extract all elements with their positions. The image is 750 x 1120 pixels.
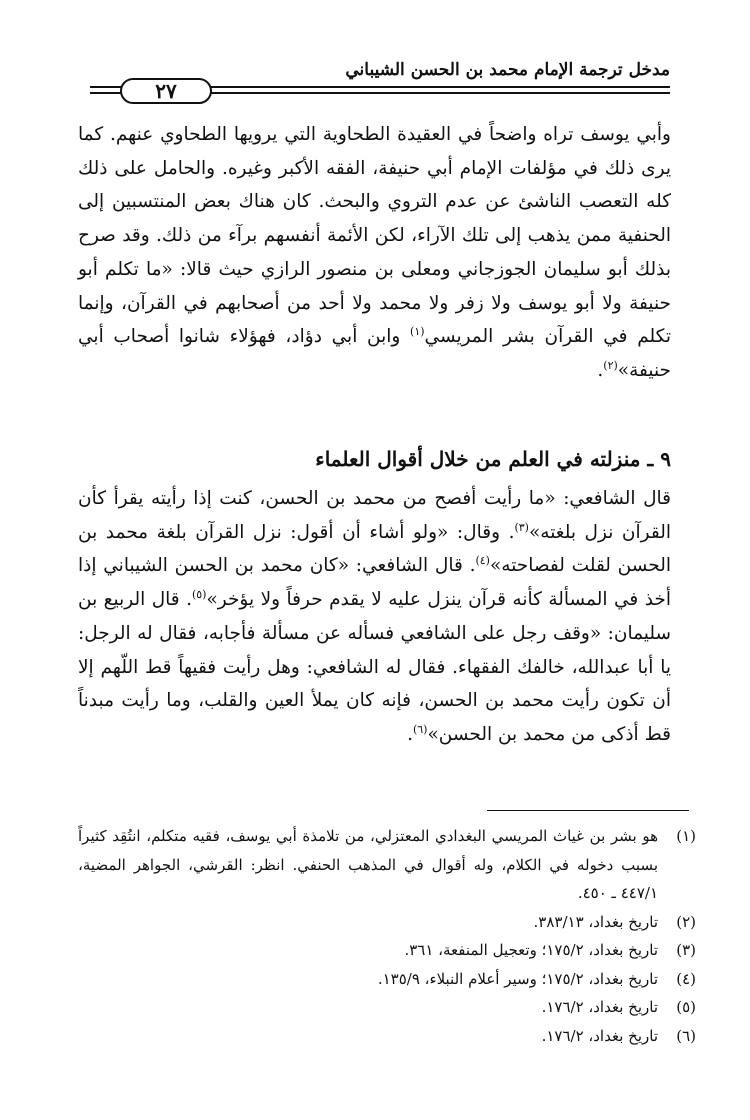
footnote-ref-1[interactable]: (١): [410, 325, 425, 339]
paragraph-text: وابن أبي دؤاد، فهؤلاء شانوا أصحاب أبي حنيفة»: [78, 326, 671, 381]
footnote-ref-2[interactable]: (٢): [603, 358, 618, 372]
footnote: [78, 822, 696, 908]
footnote-text: تاريخ بغداد، ١٧٥/٢؛ وسير أعلام النبلاء، ١٣٥/٩.: [377, 969, 658, 988]
paragraph-text: وأبي يوسف تراه واضحاً في العقيدة الطحاوية التي يرويها الطحاوي عنهم. كما يرى ذلك في مؤلفات الإمام أبي حنيفة، الفقه الأكبر وغيره. والحامل على ذلك كله التعصب الناشئ عن عدم التروي والبحث. كان هناك بعض المنتسبين إلى الحنفية ممن يذهب إلى تلك الآراء، لكن الأئمة أنفسهم برآء من ذلك. وقد صرح بذلك أبو سليمان الجوزجاني ومعلى بن منصور الرازي حيث قالا: «ما تكلم أبو حنيفة ولا أبو يوسف ولا زفر ولا محمد ولا أحد من أصحابهم في القرآن، وإنما تكلم في القرآن بشر المريسي: [78, 124, 671, 348]
footnote-separator: [487, 810, 689, 811]
footnote-number: (٣): [676, 941, 696, 959]
footnote-ref-4[interactable]: (٤): [475, 554, 490, 568]
footnote-text: هو بشر بن غياث المريسي البغدادي المعتزلي، من تلامذة أبي يوسف، فقيه متكلم، انتُقِد كثيراً بسبب دخوله في الكلام، وله أقوال في المذهب الحنفي. انظر: القرشي، الجواهر المضية، ٤٤٧/١ ـ ٤٥٠.: [78, 827, 658, 902]
footnote-text: تاريخ بغداد، ١٧٦/٢.: [541, 998, 658, 1016]
paragraph-text: . وقال: «ولو أشاء أن أقول: نزل القرآن بلغة محمد بن الحسن لقلت لفصاحته»: [78, 521, 671, 577]
footnote-ref-6[interactable]: (٦): [412, 722, 428, 736]
footnote-ref-5[interactable]: (٥): [191, 587, 207, 601]
footnote-number: (٥): [676, 998, 696, 1016]
footnote-number: (٢): [676, 912, 696, 931]
paragraph-text: .: [597, 359, 604, 381]
paragraph-text: . قال الشافعي: «كان محمد بن الحسن الشيباني إذا أخذ في المسألة كأنه قرآن ينزل عليه لا يقدم حرفاً ولا يؤخر»: [78, 555, 671, 611]
footnote-number: (١): [676, 827, 696, 845]
footnote-number: (٤): [676, 969, 696, 988]
paragraph-2: [78, 482, 671, 752]
section-number: ٩ ـ: [647, 447, 671, 471]
section-heading: [78, 447, 671, 471]
paragraph-1: [78, 118, 671, 388]
footnote-ref-3[interactable]: (٣): [514, 520, 529, 534]
page-number: ٢٧: [120, 78, 212, 104]
running-header: [90, 58, 670, 102]
footnote-text: تاريخ بغداد، ٣٨٣/١٣.: [533, 912, 658, 931]
footnote-text: تاريخ بغداد، ١٧٥/٢؛ وتعجيل المنفعة، ٣٦١.: [404, 941, 658, 959]
footnote: [78, 908, 696, 937]
footnote: [78, 936, 696, 965]
footnotes: [78, 822, 696, 1050]
paragraph-text: .: [407, 723, 413, 745]
footnote: [78, 965, 696, 994]
section-title: منزلته في العلم من خلال أقوال العلماء: [315, 447, 641, 471]
paragraph-text: قال الشافعي: «ما رأيت أفصح من محمد بن الحسن، كنت إذا رأيته يقرأ كأن القرآن نزل بلغته»: [78, 488, 671, 543]
running-header-title: مدخل ترجمة الإمام محمد بن الحسن الشيباني: [345, 60, 670, 80]
footnote: [78, 993, 696, 1022]
footnote-text: تاريخ بغداد، ١٧٦/٢.: [541, 1026, 658, 1045]
footnote-number: (٦): [676, 1026, 696, 1045]
paragraph-text: . قال الربيع بن سليمان: «وقف رجل على الشافعي فسأله عن مسألة فأجابه، فقال له الرجل: يا أبا عبدالله، خالفك الفقهاء. فقال له الشافعي: وهل رأيت فقيهاً قط اللّهم إلا أن تكون رأيت محمد بن الحسن، فإنه كان يملأ العين والقلب، وما رأيت مبدناً قط أذكى من محمد بن الحسن»: [78, 589, 671, 745]
footnote: [78, 1022, 696, 1051]
